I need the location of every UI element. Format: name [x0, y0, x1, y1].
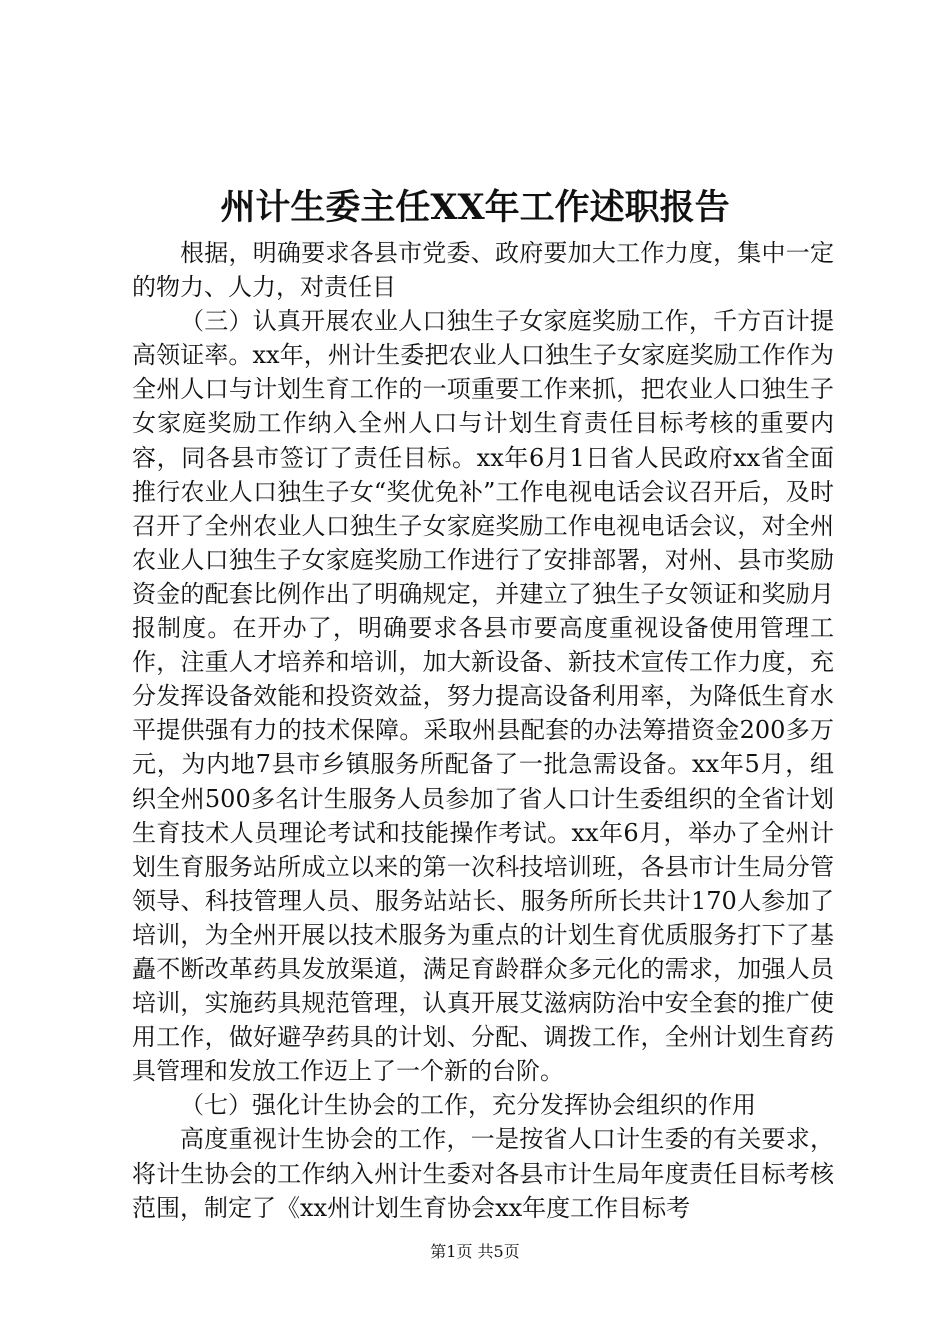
- paragraph-section-7-body: 高度重视计生协会的工作，一是按省人口计生委的有关要求，将计生协会的工作纳入州计生委对各县市计生局年度责任目标考核范围，制定了《xx州计划生育协会xx年度工作目标考: [132, 1125, 834, 1222]
- paragraph-section-3: （三）认真开展农业人口独生子女家庭奖励工作，千方百计提高领证率。xx年，州计生委把农业人口独生子女家庭奖励工作作为全州人口与计划生育工作的一项重要工作来抓，把农业人口独生子女家庭奖励工作纳入全州人口与计划生育责任目标考核的重要内容，同各县市签订了责任目标。xx年6月1日省人民政府xx省全面推行农业人口独生子女“奖优免补”工作电视电话会议召开后，及时召开了全州农业人口独生子女家庭奖励工作电视电话会议，对全州农业人口独生子女家庭奖励工作进行了安排部署，对州、县市奖励资金的配套比例作出了明确规定，并建立了独生子女领证和奖励月报制度。在开办了，明确要求各县市要高度重视设备使用管理工作，注重人才培养和培训，加大新设备、新技术宣传工作力度，充分发挥设备效能和投资效益，努力提高设备利用率，为降低生育水平提供强有力的技术保障。采取州县配套的办法筹措资金200多万元，为内地7县市乡镇服务所配备了一批急需设备。xx年5月，组织全州500多名计生服务人员参加了省人口计生委组织的全省计划生育技术人员理论考试和技能操作考试。xx年6月，举办了全州计划生育服务站所成立以来的第一次科技培训班，各县市计生局分管领导、科技管理人员、服务站站长、服务所所长共计170人参加了培训，为全州开展以技术服务为重点的计划生育优质服务打下了基矗不断改革药具发放渠道，满足育龄群众多元化的需求，加强人员培训，实施药具规范管理，认真开展艾滋病防治中安全套的推广使用工作，做好避孕药具的计划、分配、调拨工作，全州计划生育药具管理和发放工作迈上了一个新的台阶。: [132, 307, 834, 1086]
- paragraph-intro: 根据，明确要求各县市党委、政府要加大工作力度，集中一定的物力、人力，对责任目: [132, 239, 834, 302]
- paragraph-section-7-heading: （七）强化计生协会的工作，充分发挥协会组织的作用: [180, 1091, 756, 1120]
- page-number: 第1页 共5页: [430, 1242, 520, 1261]
- document-title: 州计生委主任XX年工作述职报告: [220, 187, 730, 228]
- document-body: [132, 236, 834, 1225]
